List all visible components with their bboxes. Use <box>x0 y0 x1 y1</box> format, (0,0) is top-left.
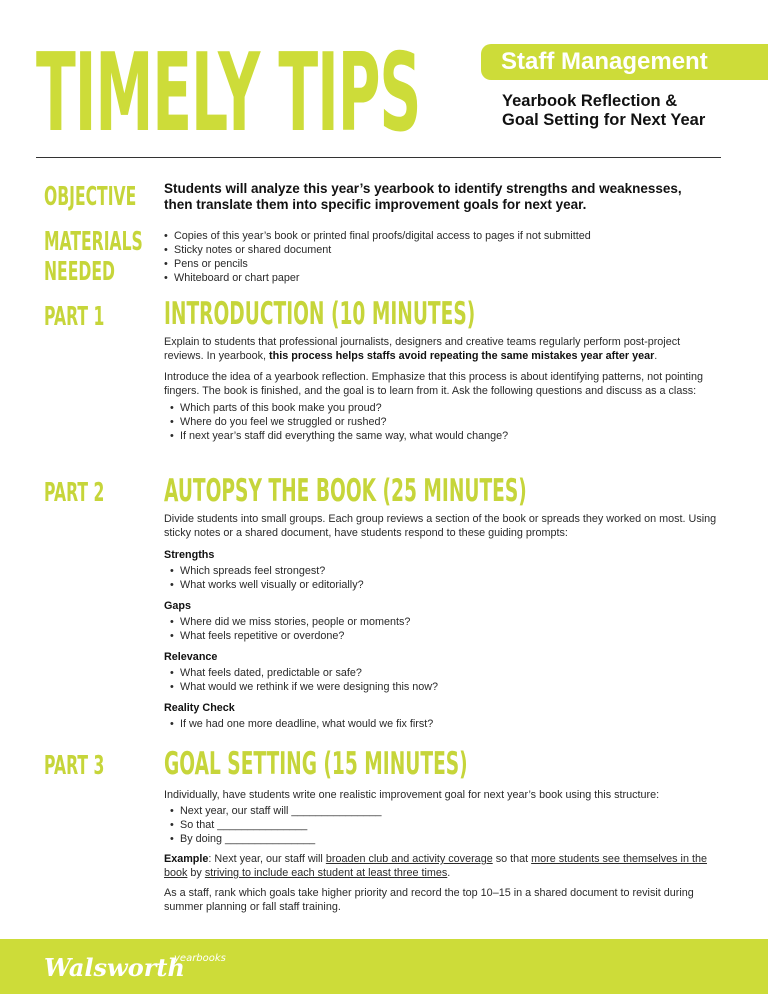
category-tag-label: Staff Management <box>501 48 708 75</box>
list-item: • What would we rethink if we were designing this now? <box>164 680 720 694</box>
list-item: • Where did we miss stories, people or moments? <box>164 615 720 629</box>
list-item: • Pens or pencils <box>164 257 720 271</box>
category-tag <box>481 44 768 80</box>
part1-label: PART 1 <box>44 302 105 332</box>
materials-list <box>164 229 720 285</box>
part3-example: Example: Next year, our staff will broaden club and activity coverage so that more students see themselves in the book by striving to include each student at least three times. <box>164 853 707 879</box>
group-title: Reality Check <box>164 702 235 714</box>
part2-intro: Divide students into small groups. Each group reviews a section of the book or spreads they worked on most. Using sticky notes or a shared document, have students respond to these guiding prompts: <box>164 513 717 539</box>
list-item: • Which parts of this book make you proud? <box>164 401 720 415</box>
part2-body <box>164 512 720 731</box>
list-item: • Whiteboard or chart paper <box>164 271 720 285</box>
timely-tips-title: TIMELY TIPS <box>36 31 421 156</box>
part3-closing: As a staff, rank which goals take higher priority and record the top 10–15 in a shared document to revisit during summer planning or fall staff training. <box>164 887 694 913</box>
part2-heading: AUTOPSY THE BOOK (25 MINUTES) <box>164 473 527 509</box>
list-item: • Where do you feel we struggled or rushed? <box>164 415 720 429</box>
part1-body <box>164 335 720 443</box>
part3-heading: GOAL SETTING (15 MINUTES) <box>164 746 468 782</box>
brand-title <box>36 31 456 158</box>
objective-label: OBJECTIVE <box>44 182 137 212</box>
footer-bar <box>0 939 768 994</box>
materials-label-line1: MATERIALS <box>44 227 143 257</box>
list-item: • Copies of this year’s book or printed final proofs/digital access to pages if not submitted <box>164 229 720 243</box>
list-item: • If we had one more deadline, what would we fix first? <box>164 717 720 731</box>
list-item: • By doing _______________ <box>164 832 720 846</box>
part3-label: PART 3 <box>44 751 105 781</box>
group-title: Gaps <box>164 600 192 612</box>
part1-paragraph-2: Introduce the idea of a yearbook reflection. Emphasize that this process is about identifying patterns, not pointing fingers. The book is finished, and the goal is to learn from it. Ask the following questions and discuss as a class: <box>164 371 703 397</box>
list-item: • What works well visually or editorially? <box>164 578 720 592</box>
list-item: • Sticky notes or shared document <box>164 243 720 257</box>
subtitle-line-2: Goal Setting for Next Year <box>502 111 706 129</box>
list-item: • What feels repetitive or overdone? <box>164 629 720 643</box>
header-divider <box>36 157 721 158</box>
part3-body <box>164 788 720 914</box>
part3-intro: Individually, have students write one realistic improvement goal for next year’s book using this structure: <box>164 789 660 801</box>
list-item: • If next year’s staff did everything the same way, what would change? <box>164 429 720 443</box>
list-item: • Next year, our staff will _______________ <box>164 804 720 818</box>
part1-heading: INTRODUCTION (10 MINUTES) <box>164 296 476 332</box>
list-item: • So that _______________ <box>164 818 720 832</box>
part2-label: PART 2 <box>44 478 105 508</box>
objective-text: Students will analyze this year’s yearbook to identify strengths and weaknesses, then translate them into specific improvement goals for next year. <box>164 181 682 212</box>
walsworth-logo: Walsworth <box>44 953 185 982</box>
group-title: Strengths <box>164 549 215 561</box>
group-title: Relevance <box>164 651 218 663</box>
subtitle-line-1: Yearbook Reflection & <box>502 92 678 110</box>
list-item: • What feels dated, predictable or safe? <box>164 666 720 680</box>
materials-label-line2: NEEDED <box>44 257 115 287</box>
list-item: • Which spreads feel strongest? <box>164 564 720 578</box>
part1-paragraph-1: Explain to students that professional journalists, designers and creative teams regularly perform post-project reviews. In yearbook, this process helps staffs avoid repeating the same mistakes year after year. <box>164 336 681 362</box>
walsworth-logo-sub: yearbooks <box>174 953 226 964</box>
page-subtitle <box>502 92 705 130</box>
